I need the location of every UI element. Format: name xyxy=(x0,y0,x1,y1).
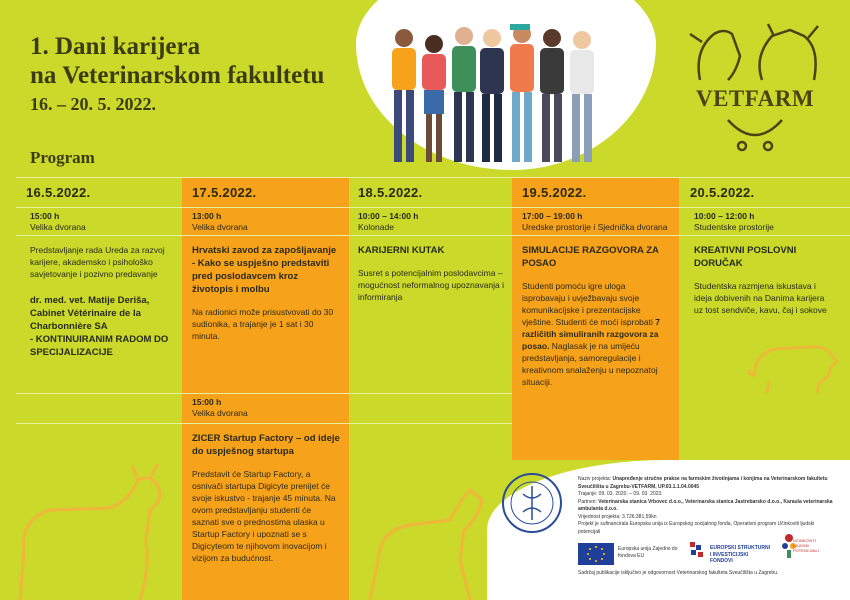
slot-time: 10:00 – 14:00 h xyxy=(358,211,419,221)
slot-time: 17:00 – 19:00 h xyxy=(522,211,583,221)
project-partners-line xyxy=(578,499,833,514)
slot-place: Kolonade xyxy=(358,222,394,232)
event-description-end: Naglasak je na umijeću predstavljanja, samoregulacije i kreativnom snalaženju u nepoznatoj situaciji. xyxy=(522,341,658,387)
eu-flag-icon xyxy=(578,543,614,565)
event-description-start: Studenti pomoću igre uloga isprobavaju i uvježbavaju svoje komunikacijske i prezentacijske vještine. Studenti će moći isprobati xyxy=(522,281,653,327)
event-description-highlight: 7 različitih simuliranih razgovora za posao. xyxy=(522,317,660,351)
project-info xyxy=(578,476,833,536)
project-name: Unapređenje stručne prakse na farmskim životinjama i konjima na Veterinarskom fakultetu Sveučilišta u Zagrebu-VETFARM, UP.03.1.1.04.0045 xyxy=(578,476,828,490)
day-date: 17.5.2022. xyxy=(192,185,257,200)
slot-time: 10:00 – 12:00 h xyxy=(694,211,755,221)
project-partners: Veterinarska stanica Vrbovec d.o.o., Veterinarska stanica Jastrebarsko d.o.o., Karaula veterinarska ambulanta d.o.o. xyxy=(578,498,833,512)
title-line-2: na Veterinarskom fakultetu xyxy=(30,62,325,89)
slot-place: Velika dvorana xyxy=(192,222,248,232)
event-topic: - KONTINUIRANIM RADOM DO SPECIJALIZACIJE xyxy=(30,334,169,358)
slot-header xyxy=(192,211,342,233)
event-description: Predstavit će Startup Factory, a osnivači startupa Digicyte prenijet će svoje iskustvo - trajanje 45 minuta. Na ovom predstavljanju studenti će saznati sve o prednostima ulaska u Startup Factory i upoznati se s Digicyteom te njihovom inovacijom i vizijom za budućnost. xyxy=(192,469,336,563)
ulj-label: UČINKOVITI LJUDSKI POTENCIJALI xyxy=(793,538,819,553)
eu-label: Europska unija Zajedno do fondova EU xyxy=(618,546,678,559)
title-line-1: 1. Dani karijera xyxy=(30,33,201,60)
horse-outline-icon xyxy=(360,470,490,600)
event-description: Susret s potencijalnim poslodavcima – mogućnost neformalnog upoznavanja i informiranja xyxy=(358,268,505,302)
project-name-label: Naziv projekta: xyxy=(578,476,612,482)
slot-header xyxy=(358,211,508,233)
event-block xyxy=(192,244,340,342)
project-partners-label: Partneri: xyxy=(578,498,597,505)
day-date: 16.5.2022. xyxy=(26,185,91,200)
table-line xyxy=(16,423,512,424)
table-line xyxy=(16,207,850,208)
slot-header xyxy=(522,211,677,233)
day-date: 20.5.2022. xyxy=(690,185,755,200)
slot-place: Velika dvorana xyxy=(192,408,248,418)
slot-place: Studentske prostorije xyxy=(694,222,774,232)
vetfarm-logo-text: VETFARM xyxy=(695,86,815,111)
project-duration: Trajanje: 09. 03. 2020. – 09. 03. 2023. xyxy=(578,491,663,497)
event-description xyxy=(522,280,670,388)
table-line xyxy=(16,235,850,236)
slot-time: 15:00 h xyxy=(192,397,222,407)
event-title: ZICER Startup Factory – od ideje do uspješnog startupa xyxy=(192,433,340,457)
program-heading: Program xyxy=(30,148,95,167)
table-line xyxy=(16,177,850,178)
event-dates: 16. – 20. 5. 2022. xyxy=(30,94,156,114)
event-title: Hrvatski zavod za zapošljavanje - Kako se uspješno predstaviti pred poslodavcem kroz životopis i molbu xyxy=(192,245,337,295)
slot-place: Uredske prostorije i Sjednička dvorana xyxy=(522,222,668,232)
slot-time: 15:00 h xyxy=(30,211,60,221)
faculty-seal-icon xyxy=(501,472,563,534)
event-title: SIMULACIJE RAZGOVORA ZA POSAO xyxy=(522,245,659,269)
table-line xyxy=(16,393,512,394)
event-block xyxy=(192,432,340,564)
slot-time: 13:00 h xyxy=(192,211,222,221)
slot-header xyxy=(192,397,342,419)
event-description: Studentska razmjena iskustava i ideja dobivenih na Danima karijera uz tost sendviče, kavu, čaj i sokove xyxy=(694,281,827,315)
slot-header xyxy=(694,211,844,233)
event-block xyxy=(522,244,670,388)
event-title: KARIJERNI KUTAK xyxy=(358,245,445,256)
event-title: KREATIVNI POSLOVNI DORUČAK xyxy=(694,245,797,269)
students-group-illustration xyxy=(382,18,622,168)
event-block xyxy=(30,244,178,359)
day-date: 19.5.2022. xyxy=(522,185,587,200)
project-value: Vrijednost projekta: 3.726.381,59kn xyxy=(578,513,657,520)
slot-place: Velika dvorana xyxy=(30,222,86,232)
event-description: Na radionici može prisustvovati do 30 sudionika, a trajanje je 1 sat i 30 minuta. xyxy=(192,307,334,341)
day-date: 18.5.2022. xyxy=(358,185,423,200)
esf-label: EUROPSKI STRUKTURNI I INVESTICIJSKI FONDOVI xyxy=(710,545,771,564)
esf-logo-icon xyxy=(688,540,708,562)
slot-header xyxy=(30,211,175,233)
event-block xyxy=(694,244,834,316)
event-speaker: dr. med. vet. Matije Deriša, Cabinet Vétérinaire de la Charbonnière SA xyxy=(30,295,150,332)
disclaimer: Sadržaj publikacije isključivo je odgovornost Veterinarskog fakulteta Sveučilišta u Zagrebu. xyxy=(578,570,779,576)
event-block xyxy=(358,244,504,303)
project-name-line xyxy=(578,476,833,491)
project-funding: Projekt je sufinancirala Europska unija iz Europskog socijalnog fonda, Operativni program Učinkoviti ljudski potencijali xyxy=(578,521,815,535)
event-description: Predstavljanje rada Ureda za razvoj karijere, akademsko i psihološko savjetovanje i pozivno predavanje xyxy=(30,245,165,279)
event-title xyxy=(30,32,324,116)
cow-outline-icon xyxy=(0,430,170,600)
